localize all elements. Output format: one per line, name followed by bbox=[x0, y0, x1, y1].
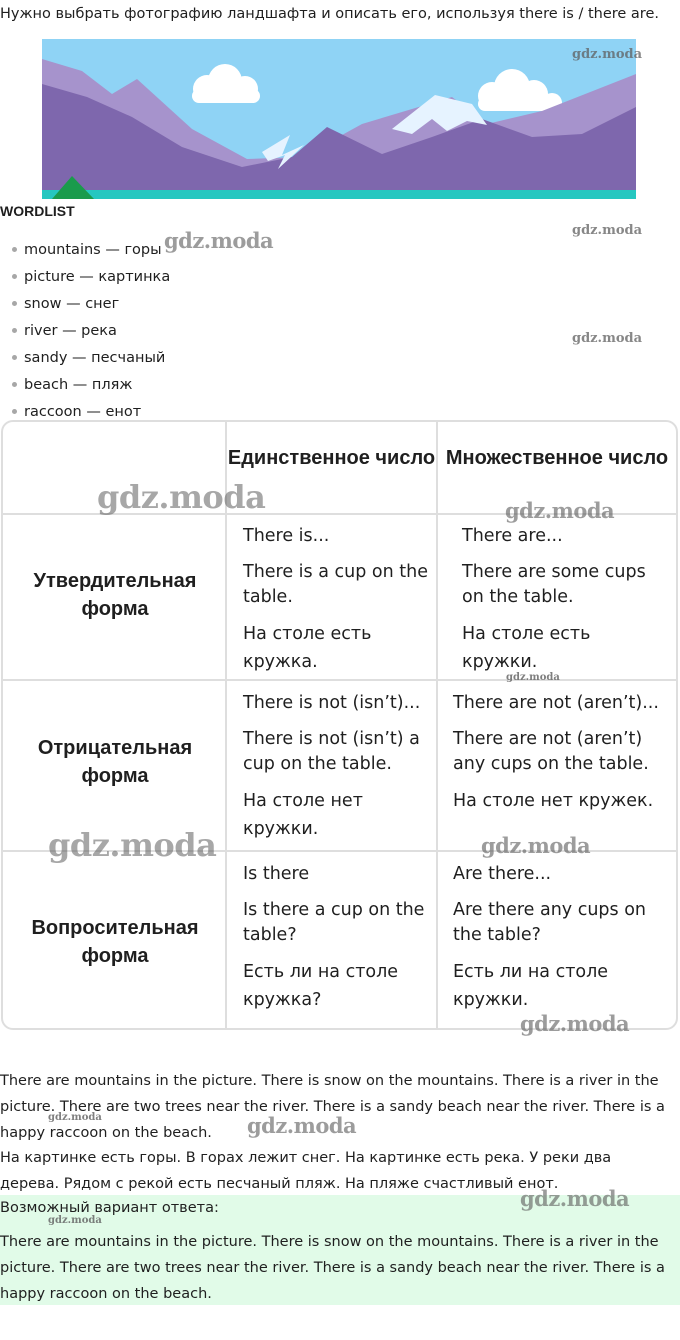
example-text: Are there any cups on the table? bbox=[453, 900, 647, 945]
cell-negative-singular bbox=[243, 691, 428, 843]
word-entry: picture — картинка bbox=[24, 269, 171, 285]
watermark: gdz.moda bbox=[572, 223, 643, 238]
cell-affirmative-plural bbox=[462, 524, 667, 676]
watermark: gdz.moda bbox=[48, 826, 217, 864]
list-item bbox=[12, 291, 170, 318]
translation-text: На столе нет кружек. bbox=[453, 791, 654, 811]
watermark: gdz.moda bbox=[520, 1186, 630, 1211]
example-text: There are not (aren’t) any cups on the table. bbox=[453, 729, 649, 774]
task-intro: Нужно выбрать фотографию ландшафта и описать его, используя there is / there are. bbox=[0, 6, 659, 22]
watermark: gdz.moda bbox=[520, 1011, 630, 1036]
answer-english: There are mountains in the picture. There is snow on the mountains. There is a river in the picture. There are two trees near the river. There is a sandy beach near the river. There is a happy raccoon on the beach. bbox=[0, 1073, 665, 1141]
list-item bbox=[12, 318, 170, 345]
word-entry: snow — снег bbox=[24, 296, 120, 312]
bullet-icon bbox=[12, 355, 17, 360]
translation-text: Есть ли на столе кружка? bbox=[243, 962, 399, 1010]
wordlist bbox=[12, 237, 170, 426]
row-label-question: Вопросительная форма bbox=[31, 917, 199, 967]
translation-text: На столе нет кружки. bbox=[243, 791, 363, 839]
list-item bbox=[12, 345, 170, 372]
example-text: There is a cup on the table. bbox=[243, 562, 428, 607]
bullet-icon bbox=[12, 328, 17, 333]
pattern-text: There are not (aren’t)... bbox=[453, 693, 659, 713]
example-text: There is not (isn’t) a cup on the table. bbox=[243, 729, 420, 774]
pattern-text: Is there bbox=[243, 864, 310, 884]
list-item bbox=[12, 264, 170, 291]
watermark: gdz.moda bbox=[572, 331, 643, 346]
cell-negative-plural bbox=[453, 691, 675, 815]
watermark: gdz.moda bbox=[505, 498, 615, 523]
column-header-singular: Единственное число bbox=[227, 447, 436, 469]
watermark: gdz.moda bbox=[48, 1112, 102, 1123]
cell-question-singular bbox=[243, 862, 428, 1014]
pattern-text: There are... bbox=[462, 526, 563, 546]
column-header-plural: Множественное число bbox=[445, 447, 669, 469]
cell-affirmative-singular bbox=[243, 524, 428, 676]
wordlist-title: WORDLIST bbox=[0, 203, 75, 219]
word-entry: sandy — песчаный bbox=[24, 350, 166, 366]
watermark: gdz.moda bbox=[481, 833, 591, 858]
row-label-negative: Отрицательная форма bbox=[37, 737, 193, 787]
landscape-illustration bbox=[42, 39, 636, 199]
translation-text: На столе есть кружка. bbox=[243, 624, 372, 672]
bullet-icon bbox=[12, 301, 17, 306]
bullet-icon bbox=[12, 274, 17, 279]
watermark: gdz.moda bbox=[48, 1215, 102, 1226]
bullet-icon bbox=[12, 382, 17, 387]
table-divider bbox=[3, 679, 676, 681]
variant-label: Возможный вариант ответа: bbox=[0, 1200, 219, 1216]
watermark: gdz.moda bbox=[164, 228, 274, 253]
watermark: gdz.moda bbox=[247, 1113, 357, 1138]
river bbox=[42, 190, 636, 199]
pattern-text: There is not (isn’t)... bbox=[243, 693, 421, 713]
watermark: gdz.moda bbox=[572, 47, 643, 62]
word-entry: mountains — горы bbox=[24, 242, 162, 258]
word-entry: raccoon — енот bbox=[24, 404, 142, 420]
row-label-affirmative: Утвердительная форма bbox=[33, 570, 197, 620]
cell-question-plural bbox=[453, 862, 675, 1014]
pattern-text: Are there... bbox=[453, 864, 552, 884]
pattern-text: There is... bbox=[243, 526, 330, 546]
bullet-icon bbox=[12, 247, 17, 252]
watermark: gdz.moda bbox=[506, 672, 560, 683]
word-entry: river — река bbox=[24, 323, 117, 339]
example-text: Is there a cup on the table? bbox=[243, 900, 425, 945]
translation-text: Есть ли на столе кружки. bbox=[453, 962, 609, 1010]
translation-text: На столе есть кружки. bbox=[462, 624, 591, 672]
variant-text: There are mountains in the picture. There is snow on the mountains. There is a river in the picture. There are two trees near the river. There is a sandy beach near the river. There is a happy raccoon on the beach. bbox=[0, 1234, 665, 1302]
list-item bbox=[12, 372, 170, 399]
bullet-icon bbox=[12, 409, 17, 414]
list-item bbox=[12, 237, 170, 264]
word-entry: beach — пляж bbox=[24, 377, 133, 393]
answer-russian: На картинке есть горы. В горах лежит снег. На картинке есть река. У реки два дерева. Рядом с рекой есть песчаный пляж. На пляже счастливый енот. bbox=[0, 1150, 612, 1192]
watermark: gdz.moda bbox=[97, 478, 266, 516]
example-text: There are some cups on the table. bbox=[462, 562, 646, 607]
